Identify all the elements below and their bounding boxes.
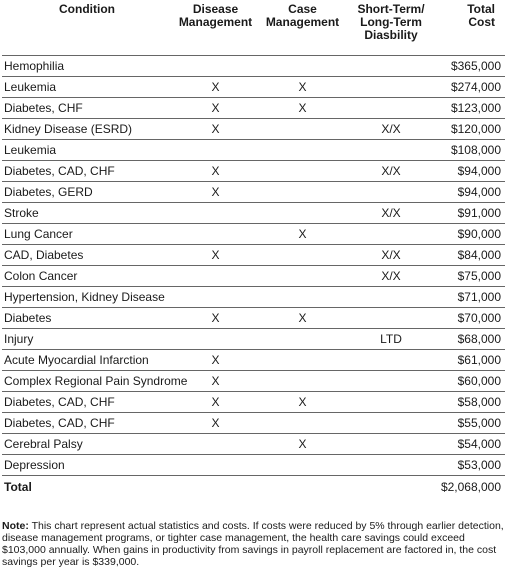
disability-cell	[346, 56, 436, 77]
table-row	[2, 119, 505, 140]
total-cost-cell: $58,000	[436, 392, 505, 413]
table-row	[2, 350, 505, 371]
disease-management-cell: X	[172, 119, 259, 140]
table-row	[2, 203, 505, 224]
table-header-row	[2, 0, 505, 56]
disease-management-cell: X	[172, 371, 259, 392]
condition-cell: Leukemia	[2, 77, 172, 98]
disability-cell	[346, 371, 436, 392]
case-management-cell	[259, 413, 346, 434]
total-cost-cell: $60,000	[436, 371, 505, 392]
header-line: Long-Term	[360, 15, 422, 29]
disease-management-cell	[172, 266, 259, 287]
disease-management-cell	[172, 287, 259, 308]
footnote-text: This chart represent actual statistics and costs. If costs were reduced by 5% through earlier detection, disease management programs, or tighter case management, the health care savings could exceed $103,000 annually. When gains in productivity from savings in payroll replacement are factored in, the cost savings per year is $339,000.	[2, 520, 504, 568]
condition-cell: Hypertension, Kidney Disease	[2, 287, 172, 308]
case-management-cell	[259, 182, 346, 203]
case-management-cell	[259, 245, 346, 266]
total-cost-cell: $70,000	[436, 308, 505, 329]
total-cost-cell: $94,000	[436, 161, 505, 182]
total-cost-cell: $53,000	[436, 455, 505, 476]
disease-management-cell: X	[172, 98, 259, 119]
condition-cell: Lung Cancer	[2, 224, 172, 245]
disease-management-cell	[172, 329, 259, 350]
header-line: Cost	[468, 15, 495, 29]
total-cost-cell: $75,000	[436, 266, 505, 287]
disability-cell: X/X	[346, 203, 436, 224]
case-management-cell	[259, 203, 346, 224]
table-row	[2, 245, 505, 266]
total-cost-cell: $94,000	[436, 182, 505, 203]
condition-cell: Stroke	[2, 203, 172, 224]
case-management-cell	[259, 371, 346, 392]
case-management-cell	[259, 140, 346, 161]
disability-cell	[346, 413, 436, 434]
total-cost-cell: $120,000	[436, 119, 505, 140]
table-row	[2, 434, 505, 455]
disease-management-cell	[172, 455, 259, 476]
case-management-cell: X	[259, 308, 346, 329]
disease-management-cell: X	[172, 182, 259, 203]
disease-management-cell: X	[172, 161, 259, 182]
condition-cell: Diabetes, GERD	[2, 182, 172, 203]
table-row	[2, 392, 505, 413]
condition-cell: Acute Myocardial Infarction	[2, 350, 172, 371]
table-row	[2, 56, 505, 77]
disease-management-cell	[172, 224, 259, 245]
total-cost-cell: $274,000	[436, 77, 505, 98]
condition-cell: Kidney Disease (ESRD)	[2, 119, 172, 140]
header-line: Diasbility	[364, 28, 418, 42]
condition-cell: CAD, Diabetes	[2, 245, 172, 266]
total-cost-cell: $54,000	[436, 434, 505, 455]
header-line: Management	[265, 15, 340, 29]
disease-management-cell	[172, 434, 259, 455]
header-line: Short-Term/	[357, 2, 425, 16]
disability-cell	[346, 140, 436, 161]
case-management-cell	[259, 266, 346, 287]
table-row	[2, 182, 505, 203]
disability-cell	[346, 224, 436, 245]
condition-cell: Colon Cancer	[2, 266, 172, 287]
header-condition: Condition	[59, 2, 115, 16]
disability-cell	[346, 308, 436, 329]
total-cost-cell: $61,000	[436, 350, 505, 371]
total-cost-cell: $91,000	[436, 203, 505, 224]
table-row	[2, 140, 505, 161]
disability-cell	[346, 350, 436, 371]
disability-cell: X/X	[346, 266, 436, 287]
condition-cell: Hemophilia	[2, 56, 172, 77]
table-row	[2, 455, 505, 476]
disability-cell	[346, 77, 436, 98]
header-case-management	[259, 0, 346, 56]
total-cost-cell: $108,000	[436, 140, 505, 161]
disability-cell	[346, 392, 436, 413]
disease-management-cell: X	[172, 392, 259, 413]
case-management-cell	[259, 350, 346, 371]
case-management-cell	[259, 329, 346, 350]
total-cost-cell: $55,000	[436, 413, 505, 434]
total-cost-cell: $123,000	[436, 98, 505, 119]
condition-cell: Leukemia	[2, 140, 172, 161]
disease-management-cell: X	[172, 308, 259, 329]
disability-cell: X/X	[346, 245, 436, 266]
disability-cell	[346, 98, 436, 119]
case-management-cell: X	[259, 434, 346, 455]
footnote	[2, 520, 507, 568]
case-management-cell	[259, 119, 346, 140]
total-cost-cell: $71,000	[436, 287, 505, 308]
disability-cell: X/X	[346, 161, 436, 182]
case-management-cell: X	[259, 392, 346, 413]
table-row	[2, 224, 505, 245]
header-line: Disease	[192, 2, 239, 16]
total-row	[2, 476, 505, 499]
disability-cell: LTD	[346, 329, 436, 350]
header-line: Total	[467, 2, 495, 16]
disease-management-cell: X	[172, 413, 259, 434]
disease-management-cell	[172, 56, 259, 77]
disease-management-cell: X	[172, 77, 259, 98]
case-management-cell	[259, 455, 346, 476]
condition-cell: Complex Regional Pain Syndrome	[2, 371, 172, 392]
table-row	[2, 329, 505, 350]
disease-management-cell: X	[172, 245, 259, 266]
disability-cell	[346, 434, 436, 455]
table-row	[2, 308, 505, 329]
footnote-label: Note:	[2, 520, 29, 532]
total-cost-cell: $90,000	[436, 224, 505, 245]
disability-cell	[346, 455, 436, 476]
condition-cell: Diabetes, CAD, CHF	[2, 161, 172, 182]
total-cost-cell: $68,000	[436, 329, 505, 350]
condition-cell: Injury	[2, 329, 172, 350]
condition-cell: Depression	[2, 455, 172, 476]
condition-cell: Diabetes, CAD, CHF	[2, 392, 172, 413]
total-cost-cell: $84,000	[436, 245, 505, 266]
disease-management-cell	[172, 140, 259, 161]
condition-cell: Diabetes	[2, 308, 172, 329]
total-empty-cell	[346, 476, 436, 499]
disability-cell	[346, 287, 436, 308]
disability-cell	[346, 182, 436, 203]
disease-management-cell: X	[172, 350, 259, 371]
table-row	[2, 371, 505, 392]
header-line: Case	[288, 2, 317, 16]
table-row	[2, 287, 505, 308]
disability-cell: X/X	[346, 119, 436, 140]
table-row	[2, 161, 505, 182]
total-empty-cell	[172, 476, 259, 499]
header-total-cost	[436, 0, 505, 56]
header-line: Management	[178, 15, 253, 29]
header-disease-management	[172, 0, 259, 56]
disease-management-cell	[172, 203, 259, 224]
table-row	[2, 98, 505, 119]
condition-cell: Diabetes, CAD, CHF	[2, 413, 172, 434]
case-management-cell	[259, 161, 346, 182]
total-cost-cell: $365,000	[436, 56, 505, 77]
table-body	[2, 56, 505, 476]
case-management-cell: X	[259, 77, 346, 98]
condition-cell: Diabetes, CHF	[2, 98, 172, 119]
cost-table	[2, 0, 505, 498]
case-management-cell: X	[259, 224, 346, 245]
case-management-cell: X	[259, 98, 346, 119]
table-row	[2, 77, 505, 98]
condition-cell: Cerebral Palsy	[2, 434, 172, 455]
case-management-cell	[259, 56, 346, 77]
header-disability	[346, 0, 436, 56]
table-row	[2, 413, 505, 434]
total-label: Total	[4, 480, 32, 494]
table-row	[2, 266, 505, 287]
total-empty-cell	[259, 476, 346, 499]
total-cost: $2,068,000	[440, 480, 501, 494]
case-management-cell	[259, 287, 346, 308]
